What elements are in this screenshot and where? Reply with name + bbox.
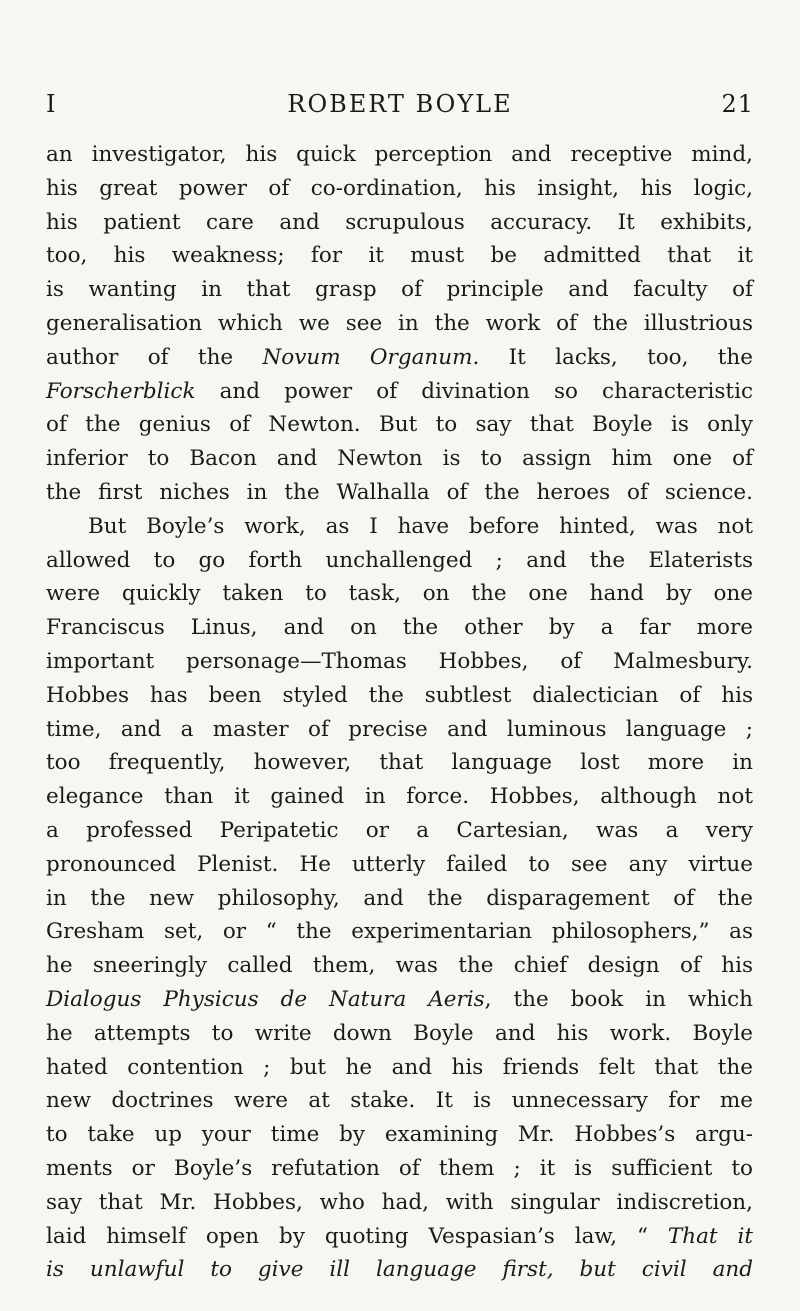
italic-text: is unlawful to give ill language first, but civil and <box>46 1257 753 1283</box>
text-segment: elegance than it gained in force. Hobbes, although not <box>46 784 753 810</box>
text-line <box>46 1253 753 1287</box>
chapter-number: I <box>46 90 57 118</box>
text-line <box>46 611 753 645</box>
text-line <box>46 138 753 172</box>
text-line <box>46 713 753 747</box>
text-segment: his patient care and scrupulous accuracy. It exhibits, <box>46 209 753 235</box>
text-line <box>46 882 753 916</box>
italic-text: Novum Organum. <box>262 344 480 370</box>
text-segment: generalisation which we see in the work of the illustrious <box>46 310 753 336</box>
text-line <box>46 1017 753 1051</box>
text-segment: laid himself open by quoting Vespasian’s law, “ <box>46 1223 668 1249</box>
italic-text: Dialogus Physicus de Natura Aeris <box>46 986 485 1012</box>
text-segment: were quickly taken to task, on the one hand by one <box>46 581 753 607</box>
text-line <box>46 780 753 814</box>
text-segment: the first niches in the Walhalla of the heroes of science. <box>46 479 753 505</box>
text-segment: is wanting in that grasp of principle and faculty of <box>46 277 753 303</box>
text-line <box>46 341 753 375</box>
text-segment: It lacks, too, the <box>479 344 753 370</box>
text-line <box>46 679 753 713</box>
text-segment: allowed to go forth unchallenged ; and the Elaterists <box>46 547 753 573</box>
paragraph <box>46 510 753 1287</box>
text-line <box>46 476 753 510</box>
text-line <box>46 915 753 949</box>
text-segment: pronounced Plenist. He utterly failed to see any virtue <box>46 851 753 877</box>
text-line <box>46 1186 753 1220</box>
text-segment: time, and a master of precise and luminous language ; <box>46 716 753 742</box>
text-line <box>46 307 753 341</box>
text-line <box>46 172 753 206</box>
text-segment: say that Mr. Hobbes, who had, with singular indiscretion, <box>46 1189 753 1215</box>
text-line <box>46 1118 753 1152</box>
text-segment: inferior to Bacon and Newton is to assign him one of <box>46 446 753 472</box>
text-line <box>46 408 753 442</box>
text-line <box>46 1152 753 1186</box>
text-line <box>46 983 753 1017</box>
text-line <box>46 510 753 544</box>
text-line <box>46 1220 753 1254</box>
text-segment: of the genius of Newton. But to say that Boyle is only <box>46 412 753 438</box>
text-segment: he attempts to write down Boyle and his work. Boyle <box>46 1020 753 1046</box>
text-line <box>46 746 753 780</box>
text-line <box>46 375 753 409</box>
page-number: 21 <box>721 90 754 118</box>
text-segment: Hobbes has been styled the subtlest dialectician of his <box>46 682 753 708</box>
text-segment: he sneeringly called them, was the chief design of his <box>46 953 753 979</box>
text-line <box>46 206 753 240</box>
text-segment: , the book in which <box>484 986 753 1012</box>
text-segment: too frequently, however, that language lost more in <box>46 750 753 776</box>
running-head <box>46 90 754 120</box>
text-segment: author of the <box>46 344 263 370</box>
text-segment: important personage—Thomas Hobbes, of Malmesbury. <box>46 648 753 674</box>
text-line <box>46 1051 753 1085</box>
text-segment: new doctrines were at stake. It is unnecessary for me <box>46 1088 753 1114</box>
text-segment: in the new philosophy, and the disparagement of the <box>46 885 753 911</box>
text-segment: a professed Peripatetic or a Cartesian, was a very <box>46 817 753 843</box>
text-line <box>46 273 753 307</box>
italic-text: That it <box>667 1223 753 1249</box>
body-text <box>46 138 753 1287</box>
text-line <box>46 645 753 679</box>
text-segment: Franciscus Linus, and on the other by a far more <box>46 615 753 641</box>
paragraph <box>46 138 753 510</box>
text-segment: hated contention ; but he and his friends felt that the <box>46 1054 753 1080</box>
text-line <box>46 814 753 848</box>
text-line <box>46 949 753 983</box>
text-line <box>46 577 753 611</box>
text-segment: an investigator, his quick perception and receptive mind, <box>46 142 753 167</box>
italic-text: Forscherblick <box>46 378 196 404</box>
text-segment: too, his weakness; for it must be admitted that it <box>46 243 753 269</box>
text-line <box>46 848 753 882</box>
text-line <box>46 544 753 578</box>
text-segment: to take up your time by examining Mr. Hobbes’s argu- <box>46 1122 753 1148</box>
text-line <box>46 239 753 273</box>
running-title: ROBERT BOYLE <box>287 90 513 118</box>
text-segment: But Boyle’s work, as I have before hinted, was not <box>88 513 753 539</box>
text-segment: and power of divination so characteristic <box>195 378 753 404</box>
text-segment: ments or Boyle’s refutation of them ; it is sufficient to <box>46 1155 753 1181</box>
text-segment: his great power of co-ordination, his insight, his logic, <box>46 175 753 201</box>
text-line <box>46 442 753 476</box>
text-segment: Gresham set, or “ the experimentarian philosophers,” as <box>46 919 753 945</box>
text-line <box>46 1084 753 1118</box>
